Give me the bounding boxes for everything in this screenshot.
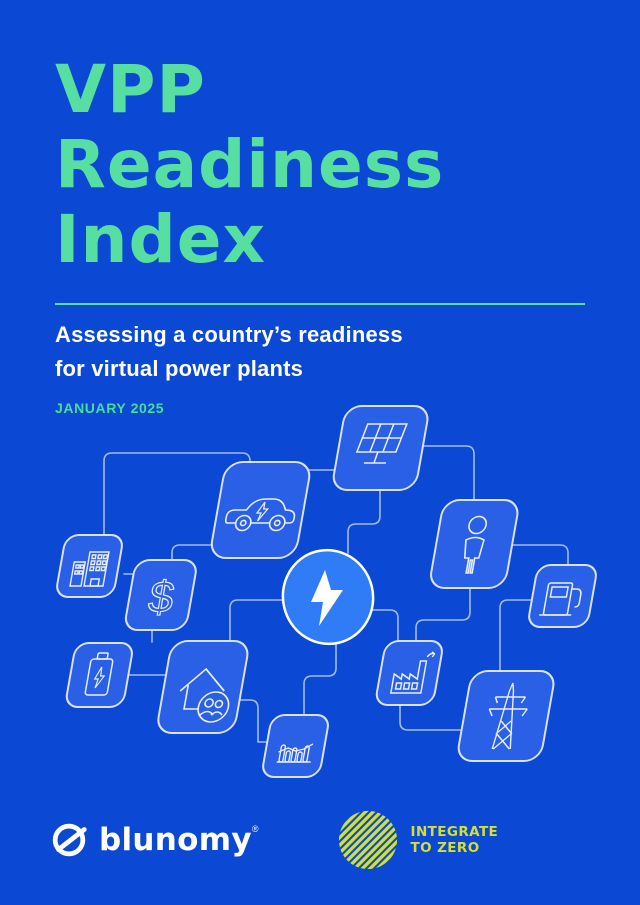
title-line-2: Readiness (55, 126, 445, 203)
dollar-sign-icon: $ (144, 573, 178, 622)
tile-transmission-tower (456, 671, 556, 761)
subtitle (55, 318, 403, 386)
publication-date: JANUARY 2025 (55, 400, 165, 416)
tile-battery (65, 643, 134, 707)
tile-home-community (156, 641, 250, 733)
tile-bar-chart (261, 715, 330, 777)
tile-ev-charger (527, 565, 598, 627)
tile-office-buildings (55, 535, 124, 597)
subtitle-line-1: Assessing a country’s readiness (55, 322, 403, 347)
integrate-to-zero-wordmark (411, 824, 499, 856)
tile-factory (375, 641, 444, 705)
title-line-3: Index (55, 201, 267, 278)
itz-line-1: INTEGRATE (410, 824, 499, 840)
divider-line (55, 303, 585, 305)
title-line-1: VPP (55, 51, 206, 128)
blunomy-registered-mark: ® (251, 823, 259, 834)
tile-electric-car (209, 462, 312, 558)
tile-solar-panel (331, 406, 430, 490)
subtitle-line-2: for virtual power plants (55, 356, 304, 381)
vpp-network-illustration (0, 392, 640, 800)
blunomy-wordmark: blunomy (99, 822, 252, 858)
center-lightning-node (273, 541, 383, 654)
itz-line-2: TO ZERO (410, 840, 480, 856)
tile-person (428, 500, 520, 588)
blunomy-logo (48, 819, 259, 861)
integrate-to-zero-sphere-icon (337, 809, 399, 871)
page-title (55, 52, 444, 277)
integrate-to-zero-logo (337, 809, 499, 871)
tile-dollar (124, 560, 198, 630)
blunomy-mark-icon (48, 819, 90, 861)
footer-logos (48, 808, 608, 872)
